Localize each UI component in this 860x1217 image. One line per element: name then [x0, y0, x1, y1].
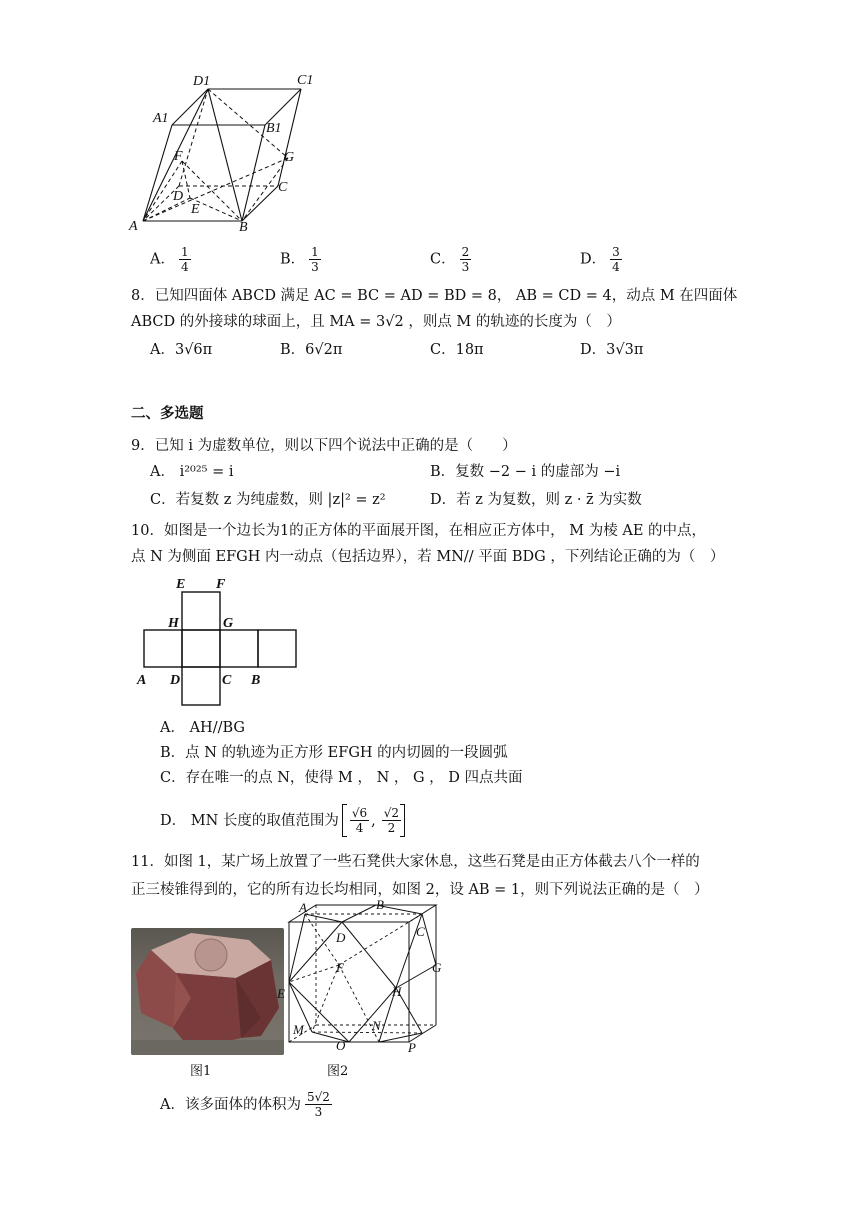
numerator: 2: [461, 245, 470, 259]
fraction: [460, 245, 472, 274]
option-letter: C．: [430, 251, 456, 268]
fraction: [179, 245, 191, 274]
comma: ,: [371, 812, 376, 829]
q9-stem: 9．已知 i 为虚数单位，则以下四个说法中正确的是（ ）: [131, 438, 517, 454]
poly-label-n: N: [372, 1018, 381, 1033]
net-label-a: A: [137, 673, 147, 688]
option-letter: A．: [150, 251, 175, 268]
volume-fraction: [305, 1090, 332, 1119]
numerator: 1: [311, 245, 319, 259]
denominator: 3: [461, 260, 470, 274]
label-a1: A1: [153, 111, 169, 126]
q10-option-c[interactable]: C．存在唯一的点 N，使得 M ， N ， G ， D 四点共面: [160, 770, 523, 786]
poly-label-e: E: [277, 986, 285, 1001]
poly-label-a: A: [299, 900, 307, 915]
net-label-d: D: [170, 673, 181, 688]
stone-bench-photo: [131, 928, 284, 1055]
q7-option-b[interactable]: [280, 245, 321, 274]
net-label-b: B: [251, 673, 261, 688]
label-c1: C1: [297, 73, 314, 88]
option-letter: D．: [580, 251, 607, 268]
label-f: F: [174, 149, 183, 164]
net-label-f: F: [216, 577, 226, 592]
poly-label-m: M: [293, 1022, 304, 1037]
denominator: 3: [314, 1105, 323, 1119]
denominator: 3: [311, 260, 319, 274]
fig1-caption: 图1: [190, 1064, 212, 1079]
q11-option-a[interactable]: [160, 1090, 332, 1119]
section-heading: 二、多选题: [131, 406, 204, 422]
q8-option-a[interactable]: A．3√6π: [150, 342, 213, 358]
q10-stem-line2: 点 N 为侧面 EFGH 内一动点（包括边界），若 MN// 平面 BDG ，下列结论正确的为（ ）: [131, 549, 725, 565]
q8-option-d[interactable]: D．3√3π: [580, 342, 644, 358]
label-d1: D1: [193, 74, 211, 89]
q9-option-d[interactable]: D．若 z 为复数，则 z · z̄ 为实数: [430, 492, 642, 508]
numerator: 3: [612, 245, 620, 259]
range-upper: [382, 806, 401, 835]
poly-label-b: B: [376, 900, 384, 912]
poly-label-g: G: [432, 960, 442, 975]
q10-option-d[interactable]: [160, 804, 405, 837]
net-label-c: C: [222, 673, 232, 688]
label-e: E: [191, 202, 200, 217]
q7-option-d[interactable]: [580, 245, 622, 274]
denominator: 4: [355, 821, 364, 835]
q10-option-b[interactable]: B．点 N 的轨迹为正方形 EFGH 的内切圆的一段圆弧: [160, 745, 508, 761]
denominator: 4: [612, 260, 620, 274]
q11-polyhedron-figure: [274, 900, 449, 1060]
numerator: √2: [383, 806, 400, 820]
poly-label-p: P: [408, 1040, 416, 1055]
q7-option-a[interactable]: [150, 245, 191, 274]
q7-figure: [125, 68, 315, 238]
poly-label-h: H: [392, 984, 402, 999]
option-a-text: A．该多面体的体积为: [160, 1096, 301, 1113]
label-g: G: [284, 150, 295, 165]
label-b1: B1: [266, 121, 282, 136]
q9-option-c[interactable]: C．若复数 z 为纯虚数，则 |z|² = z²: [150, 492, 386, 508]
option-letter: B．: [280, 251, 306, 268]
q10-option-a[interactable]: A． AH//BG: [160, 720, 245, 736]
net-label-h: H: [168, 616, 179, 631]
label-d: D: [173, 189, 184, 204]
range-lower: [350, 806, 369, 835]
q11-stem-line1: 11．如图 1，某广场上放置了一些石凳供大家休息，这些石凳是由正方体截去八个一样的: [131, 854, 700, 870]
net-label-g: G: [223, 616, 234, 631]
poly-label-c: C: [416, 924, 425, 939]
label-b: B: [239, 220, 248, 235]
q9-option-a[interactable]: A． i²⁰²⁵ = i: [150, 464, 234, 480]
fraction: [309, 245, 321, 274]
denominator: 4: [180, 260, 189, 274]
label-a: A: [129, 219, 138, 234]
numerator: √6: [351, 806, 368, 820]
denominator: 2: [387, 821, 396, 835]
fig2-caption: 图2: [327, 1064, 349, 1079]
q8-option-c[interactable]: C．18π: [430, 342, 484, 358]
q10-stem-line1: 10．如图是一个边长为1的正方体的平面展开图，在相应正方体中， M 为棱 AE 的中点，: [131, 523, 707, 539]
net-label-e: E: [176, 577, 186, 592]
q9-option-b[interactable]: B．复数 −2 − i 的虚部为 −i: [430, 464, 621, 480]
q7-option-c[interactable]: [430, 245, 471, 274]
numerator: 1: [180, 245, 189, 259]
poly-label-d: D: [336, 930, 346, 945]
range-bracket: [342, 804, 405, 837]
q8-stem-line1: 8．已知四面体 ABCD 满足 AC = BC = AD = BD = 8， AB = CD = 4，动点 M 在四面体: [131, 288, 738, 304]
poly-label-f: F: [336, 960, 344, 975]
q8-option-b[interactable]: B．6√2π: [280, 342, 343, 358]
q11-stem-line2: 正三棱锥得到的，它的所有边长均相同，如图 2，设 AB = 1，则下列说法正确的是（ ）: [131, 882, 709, 898]
numerator: 5√2: [306, 1090, 330, 1104]
poly-label-o: O: [336, 1038, 346, 1053]
q8-stem-line2: ABCD 的外接球的球面上，且 MA = 3√2 ，则点 M 的轨迹的长度为（ ）: [131, 314, 621, 330]
q10-cube-net: [135, 572, 310, 712]
label-c: C: [278, 180, 288, 195]
option-d-text: D． MN 长度的取值范围为: [160, 812, 339, 829]
fraction: [610, 245, 622, 274]
